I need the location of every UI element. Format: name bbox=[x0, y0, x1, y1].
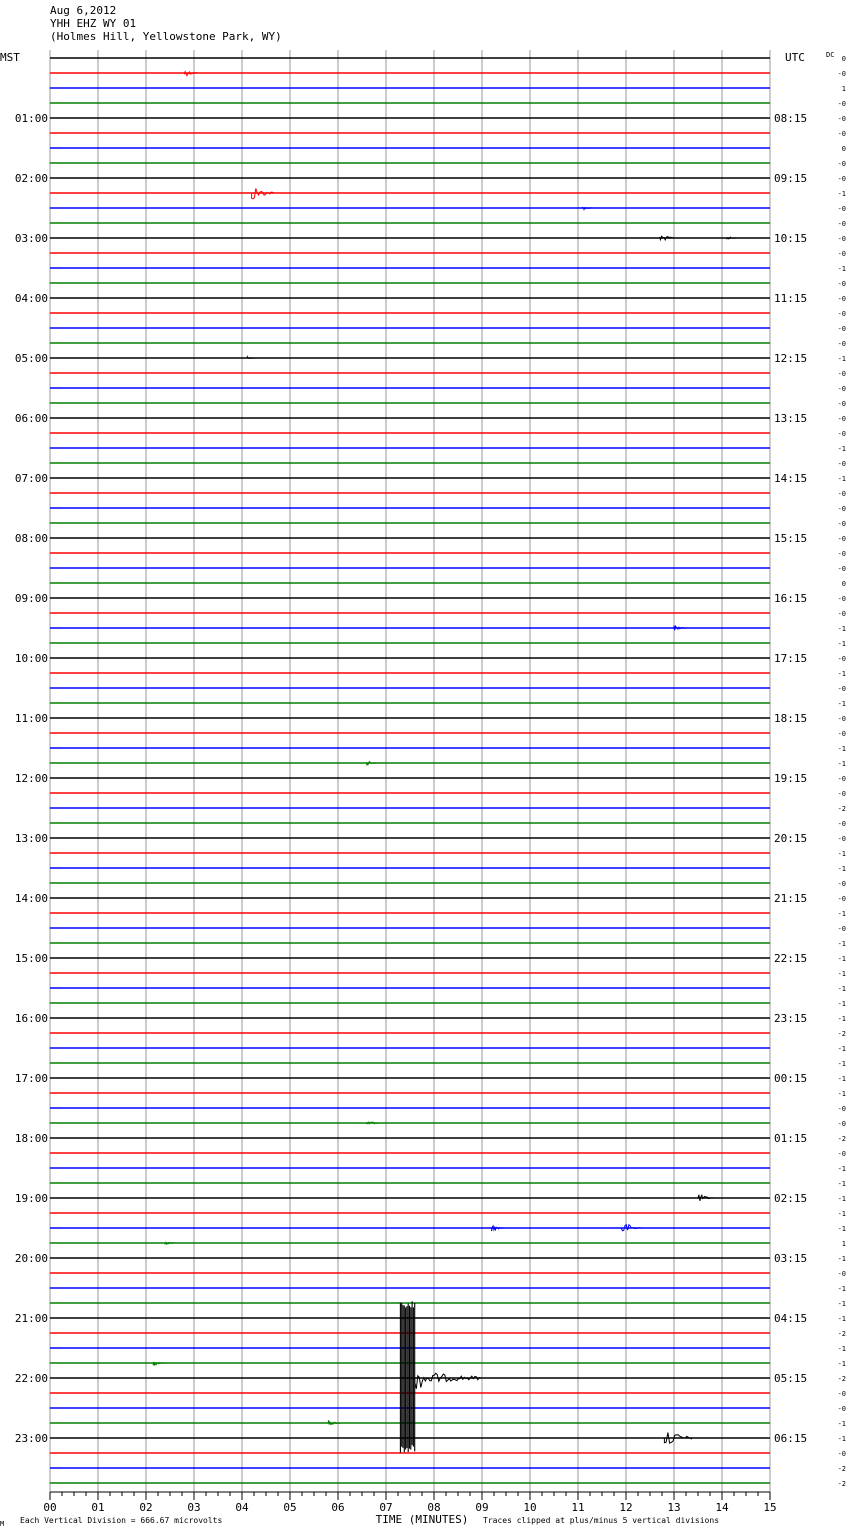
dc-offset-label: -2 bbox=[837, 1465, 846, 1473]
x-tick-label: 15 bbox=[763, 1501, 777, 1514]
left-hour-label: 19:00 bbox=[14, 1192, 48, 1205]
dc-offset-label: -1 bbox=[837, 1165, 846, 1173]
left-hour-label: 09:00 bbox=[14, 592, 48, 605]
dc-offset-label: -1 bbox=[837, 985, 846, 993]
dc-offset-label: -1 bbox=[837, 1345, 846, 1353]
dc-offset-label: -0 bbox=[837, 1450, 846, 1458]
dc-offset-label: -1 bbox=[837, 760, 846, 768]
left-hour-label: 04:00 bbox=[14, 292, 48, 305]
dc-offset-label: -0 bbox=[837, 205, 846, 213]
left-hour-label: 07:00 bbox=[14, 472, 48, 485]
dc-offset-label: -1 bbox=[837, 1075, 846, 1083]
dc-offset-label: -0 bbox=[837, 280, 846, 288]
station-label: YHH EHZ WY 01 bbox=[50, 17, 137, 30]
dc-offset-label: -2 bbox=[837, 1480, 846, 1488]
right-hour-label: 00:15 bbox=[774, 1072, 808, 1085]
dc-offset-label: -1 bbox=[837, 1420, 846, 1428]
left-hour-label: 06:00 bbox=[14, 412, 48, 425]
left-hour-label: 01:00 bbox=[14, 112, 48, 125]
dc-offset-label: -0 bbox=[837, 400, 846, 408]
left-hour-label: 11:00 bbox=[14, 712, 48, 725]
left-hour-label: 10:00 bbox=[14, 652, 48, 665]
dc-offset-label: -0 bbox=[837, 325, 846, 333]
dc-offset-label: -0 bbox=[837, 385, 846, 393]
dc-offset-label: -0 bbox=[837, 655, 846, 663]
dc-offset-label: -0 bbox=[837, 115, 846, 123]
x-tick-label: 04 bbox=[235, 1501, 249, 1514]
dc-offset-label: -0 bbox=[837, 1390, 846, 1398]
dc-label: DC bbox=[826, 51, 835, 59]
dc-offset-label: -1 bbox=[837, 1225, 846, 1233]
dc-offset-label: -0 bbox=[837, 100, 846, 108]
dc-offset-label: -1 bbox=[837, 190, 846, 198]
dc-offset-label: -1 bbox=[837, 910, 846, 918]
dc-offset-label: -0 bbox=[837, 220, 846, 228]
left-hour-label: 02:00 bbox=[14, 172, 48, 185]
left-hour-label: 03:00 bbox=[14, 232, 48, 245]
right-hour-label: 19:15 bbox=[774, 772, 808, 785]
right-hour-label: 20:15 bbox=[774, 832, 808, 845]
x-tick-label: 12 bbox=[619, 1501, 633, 1514]
date-label: Aug 6,2012 bbox=[50, 4, 117, 17]
corner-mark: M bbox=[0, 1520, 5, 1528]
right-hour-label: 13:15 bbox=[774, 412, 808, 425]
dc-offset-label: -0 bbox=[837, 175, 846, 183]
dc-offset-label: -0 bbox=[837, 235, 846, 243]
dc-offset-label: -1 bbox=[837, 1060, 846, 1068]
dc-offset-label: -0 bbox=[837, 535, 846, 543]
dc-offset-label: -0 bbox=[837, 130, 846, 138]
dc-offset-label: -1 bbox=[837, 355, 846, 363]
right-hour-label: 16:15 bbox=[774, 592, 808, 605]
right-hour-label: 10:15 bbox=[774, 232, 808, 245]
right-hour-label: 11:15 bbox=[774, 292, 808, 305]
dc-offset-label: -0 bbox=[837, 340, 846, 348]
x-tick-label: 10 bbox=[523, 1501, 537, 1514]
right-hour-label: 04:15 bbox=[774, 1312, 808, 1325]
dc-offset-label: -1 bbox=[837, 1180, 846, 1188]
dc-offset-label: -1 bbox=[837, 640, 846, 648]
right-hour-label: 23:15 bbox=[774, 1012, 808, 1025]
dc-offset-label: -1 bbox=[837, 1015, 846, 1023]
left-hour-label: 14:00 bbox=[14, 892, 48, 905]
dc-offset-label: -1 bbox=[837, 970, 846, 978]
dc-offset-label: -0 bbox=[837, 1105, 846, 1113]
left-hour-label: 21:00 bbox=[14, 1312, 48, 1325]
right-hour-label: 09:15 bbox=[774, 172, 808, 185]
dc-offset-label: -1 bbox=[837, 265, 846, 273]
dc-offset-label: -0 bbox=[837, 370, 846, 378]
dc-offset-label: -0 bbox=[837, 70, 846, 78]
dc-offset-label: -0 bbox=[837, 820, 846, 828]
dc-offset-label: -1 bbox=[837, 865, 846, 873]
dc-offset-label: -1 bbox=[837, 745, 846, 753]
left-hour-label: 05:00 bbox=[14, 352, 48, 365]
dc-offset-label: -0 bbox=[837, 1150, 846, 1158]
right-hour-label: 06:15 bbox=[774, 1432, 808, 1445]
dc-offset-label: -1 bbox=[837, 1210, 846, 1218]
right-hour-label: 08:15 bbox=[774, 112, 808, 125]
dc-offset-label: -2 bbox=[837, 1375, 846, 1383]
x-tick-label: 09 bbox=[475, 1501, 489, 1514]
dc-offset-label: -1 bbox=[837, 1090, 846, 1098]
dc-offset-label: -1 bbox=[837, 1315, 846, 1323]
dc-offset-label: 1 bbox=[841, 85, 846, 93]
dc-offset-label: -0 bbox=[837, 310, 846, 318]
dc-offset-label: -0 bbox=[837, 1270, 846, 1278]
x-tick-label: 11 bbox=[571, 1501, 585, 1514]
dc-offset-label: -2 bbox=[837, 1030, 846, 1038]
dc-offset-label: -0 bbox=[837, 430, 846, 438]
dc-offset-label: -0 bbox=[837, 775, 846, 783]
right-hour-label: 12:15 bbox=[774, 352, 808, 365]
dc-offset-label: -1 bbox=[837, 1045, 846, 1053]
x-axis-title: TIME (MINUTES) bbox=[375, 1513, 469, 1526]
seismic-event bbox=[621, 1225, 641, 1231]
event-coda bbox=[415, 1373, 481, 1389]
dc-offset-label: -2 bbox=[837, 1330, 846, 1338]
left-hour-label: 20:00 bbox=[14, 1252, 48, 1265]
dc-offset-label: -0 bbox=[837, 160, 846, 168]
dc-offset-label: -1 bbox=[837, 1360, 846, 1368]
dc-offset-label: -0 bbox=[837, 925, 846, 933]
dc-offset-label: 0 bbox=[841, 145, 846, 153]
x-tick-label: 05 bbox=[283, 1501, 297, 1514]
x-tick-label: 07 bbox=[379, 1501, 393, 1514]
dc-offset-label: -0 bbox=[837, 835, 846, 843]
seismic-event bbox=[492, 1226, 504, 1231]
dc-offset-label: -0 bbox=[837, 880, 846, 888]
x-tick-label: 08 bbox=[427, 1501, 441, 1514]
dc-offset-label: -1 bbox=[837, 475, 846, 483]
right-hour-label: 01:15 bbox=[774, 1132, 808, 1145]
dc-offset-label: -0 bbox=[837, 250, 846, 258]
dc-offset-label: -0 bbox=[837, 490, 846, 498]
dc-offset-label: 0 bbox=[841, 580, 846, 588]
right-hour-label: 18:15 bbox=[774, 712, 808, 725]
location-label: (Holmes Hill, Yellowstone Park, WY) bbox=[50, 30, 282, 43]
left-hour-label: 23:00 bbox=[14, 1432, 48, 1445]
right-hour-label: 14:15 bbox=[774, 472, 808, 485]
right-hour-label: 17:15 bbox=[774, 652, 808, 665]
right-hour-label: 15:15 bbox=[774, 532, 808, 545]
left-hour-label: 15:00 bbox=[14, 952, 48, 965]
dc-offset-label: -0 bbox=[837, 715, 846, 723]
left-timezone-label: MST bbox=[0, 51, 20, 64]
left-hour-label: 18:00 bbox=[14, 1132, 48, 1145]
dc-offset-label: -0 bbox=[837, 295, 846, 303]
x-tick-label: 02 bbox=[139, 1501, 153, 1514]
dc-offset-label: -1 bbox=[837, 1285, 846, 1293]
right-hour-label: 21:15 bbox=[774, 892, 808, 905]
dc-offset-label: -1 bbox=[837, 1300, 846, 1308]
right-hour-label: 03:15 bbox=[774, 1252, 808, 1265]
dc-offset-label: -0 bbox=[837, 505, 846, 513]
dc-offset-label: 0 bbox=[841, 55, 846, 63]
dc-offset-label: -0 bbox=[837, 415, 846, 423]
left-hour-label: 17:00 bbox=[14, 1072, 48, 1085]
x-tick-label: 13 bbox=[667, 1501, 681, 1514]
x-tick-label: 00 bbox=[43, 1501, 57, 1514]
dc-offset-label: -0 bbox=[837, 1120, 846, 1128]
dc-offset-label: -0 bbox=[837, 790, 846, 798]
clip-note: Traces clipped at plus/minus 5 vertical divisions bbox=[483, 1516, 720, 1525]
dc-offset-label: -1 bbox=[837, 1255, 846, 1263]
dc-offset-label: -0 bbox=[837, 1405, 846, 1413]
dc-offset-label: -2 bbox=[837, 805, 846, 813]
left-hour-label: 22:00 bbox=[14, 1372, 48, 1385]
right-hour-label: 02:15 bbox=[774, 1192, 808, 1205]
dc-offset-label: -0 bbox=[837, 730, 846, 738]
left-hour-label: 13:00 bbox=[14, 832, 48, 845]
x-tick-label: 01 bbox=[91, 1501, 105, 1514]
dc-offset-label: -0 bbox=[837, 550, 846, 558]
scale-note: Each Vertical Division = 666.67 microvolts bbox=[20, 1516, 223, 1525]
dc-offset-label: -1 bbox=[837, 850, 846, 858]
x-tick-label: 06 bbox=[331, 1501, 345, 1514]
dc-offset-label: 1 bbox=[841, 1240, 846, 1248]
dc-offset-label: -1 bbox=[837, 700, 846, 708]
dc-offset-label: -1 bbox=[837, 1000, 846, 1008]
dc-offset-label: -1 bbox=[837, 1195, 846, 1203]
dc-offset-label: -0 bbox=[837, 565, 846, 573]
dc-offset-label: -1 bbox=[837, 445, 846, 453]
dc-offset-label: -0 bbox=[837, 610, 846, 618]
x-tick-label: 03 bbox=[187, 1501, 201, 1514]
dc-offset-label: -0 bbox=[837, 595, 846, 603]
dc-offset-label: -0 bbox=[837, 685, 846, 693]
left-hour-label: 08:00 bbox=[14, 532, 48, 545]
dc-offset-label: -2 bbox=[837, 1135, 846, 1143]
left-hour-label: 16:00 bbox=[14, 1012, 48, 1025]
dc-offset-label: -1 bbox=[837, 1435, 846, 1443]
dc-offset-label: -1 bbox=[837, 670, 846, 678]
left-hour-label: 12:00 bbox=[14, 772, 48, 785]
right-timezone-label: UTC bbox=[785, 51, 805, 64]
x-tick-label: 14 bbox=[715, 1501, 729, 1514]
dc-offset-label: -0 bbox=[837, 520, 846, 528]
right-hour-label: 05:15 bbox=[774, 1372, 808, 1385]
dc-offset-label: -0 bbox=[837, 895, 846, 903]
right-hour-label: 22:15 bbox=[774, 952, 808, 965]
dc-offset-label: -1 bbox=[837, 625, 846, 633]
dc-offset-label: -0 bbox=[837, 460, 846, 468]
dc-offset-label: -1 bbox=[837, 940, 846, 948]
dc-offset-label: -1 bbox=[837, 955, 846, 963]
